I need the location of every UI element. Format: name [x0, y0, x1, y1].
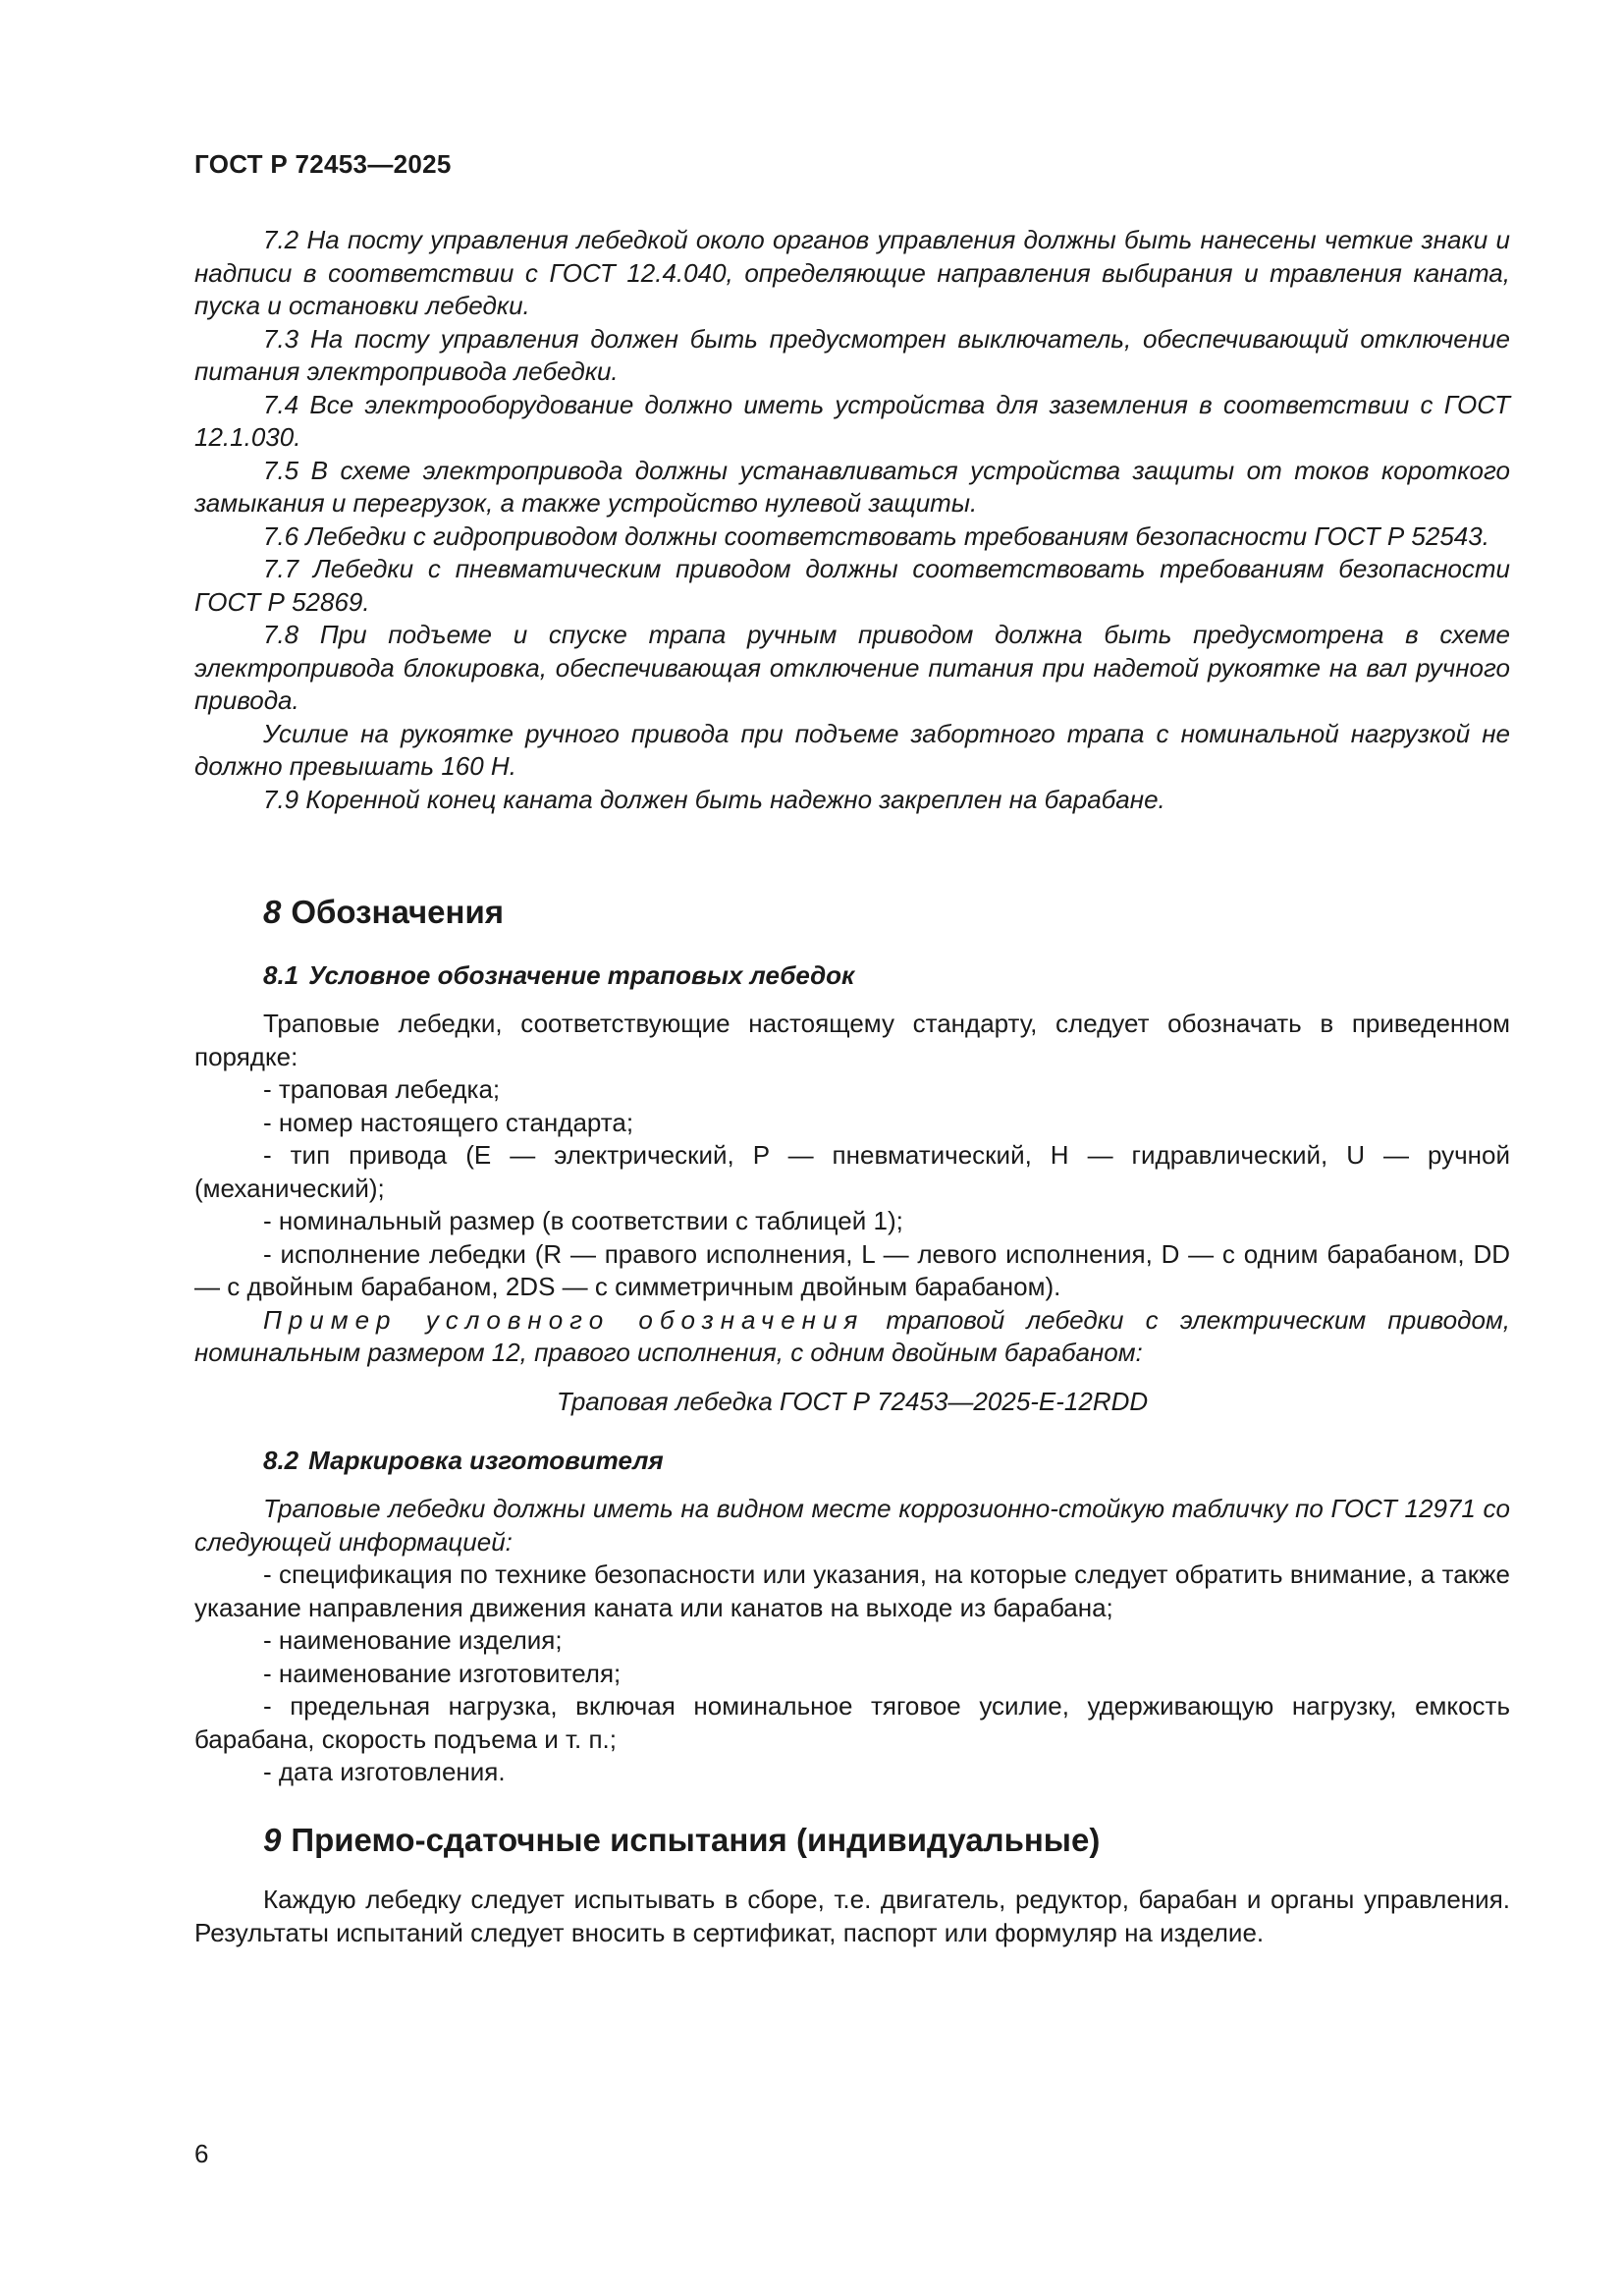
- clause-7-5: 7.5 В схеме электропривода должны устанавливаться устройства защиты от токов короткого замыкания и перегрузок, а также устройство нулевой защиты.: [194, 455, 1510, 518]
- list-item: - предельная нагрузка, включая номинальное тяговое усилие, удерживающую нагрузку, емкость барабана, скорость подъема и т. п.;: [194, 1691, 1510, 1754]
- clause-7-3: 7.3 На посту управления должен быть предусмотрен выключатель, обеспечивающий отключение питания электропривода лебедки.: [194, 323, 1510, 386]
- example-text: траповой лебедки с электрическим приводом, номинальным размером 12, правого исполнения, с одним двойным барабаном:: [194, 1304, 1510, 1367]
- list-item: - траповая лебедка;: [263, 1074, 501, 1104]
- clause-7-8-note: Усилие на рукоятке ручного привода при подъеме забортного трапа с номинальной нагрузкой не должно превышать 160 Н.: [194, 718, 1510, 781]
- section-8-title: Обозначения: [291, 894, 504, 930]
- list-item: - наименование изделия;: [263, 1625, 563, 1655]
- subsection-8-2-heading: [263, 1446, 664, 1476]
- list-item: - исполнение лебедки (R — правого исполнения, L — левого исполнения, D — с одним барабаном, DD — с двойным барабаном, 2DS — с симметричным двойным барабаном).: [194, 1238, 1510, 1301]
- section-9-text: Каждую лебедку следует испытывать в сборе, т.е. двигатель, редуктор, барабан и органы управления. Результаты испытаний следует вносить в сертификат, паспорт или формуляр на изделие.: [194, 1885, 1510, 1947]
- subsection-8-1-title: Условное обозначение траповых лебедок: [308, 960, 855, 990]
- section-9-title: Приемо-сдаточные испытания (индивидуальные): [291, 1822, 1101, 1858]
- list-item: - наименование изготовителя;: [263, 1658, 622, 1688]
- list-item: - дата изготовления.: [263, 1757, 506, 1786]
- subsection-8-2-title: Маркировка изготовителя: [308, 1446, 664, 1475]
- subsection-8-2-number: 8.2: [263, 1446, 299, 1475]
- section-7-text: [194, 224, 1510, 816]
- subsection-8-1-number: 8.1: [263, 960, 299, 990]
- section-8-number: 8: [263, 894, 282, 930]
- subsection-8-2-intro: Траповые лебедки должны иметь на видном месте коррозионно-стойкую табличку по ГОСТ 12971 со следующей информацией:: [194, 1494, 1510, 1557]
- list-item: - номинальный размер (в соответствии с таблицей 1);: [263, 1206, 903, 1235]
- subsection-8-1-body: [194, 1008, 1510, 1418]
- clause-7-6: 7.6 Лебедки с гидроприводом должны соответствовать требованиям безопасности ГОСТ Р 52543.: [263, 520, 1489, 551]
- section-9-heading: [263, 1822, 1100, 1859]
- clause-7-2: 7.2 На посту управления лебедкой около органов управления должны быть нанесены четкие знаки и надписи в соответствии с ГОСТ 12.4.040, определяющие направления выбирания и травления каната, пуска и остановки лебедки.: [194, 225, 1510, 320]
- section-8-heading: [263, 894, 504, 931]
- clause-7-4: 7.4 Все электрооборудование должно иметь устройства для заземления в соответствии с ГОСТ 12.1.030.: [194, 389, 1510, 452]
- page-number: 6: [194, 2139, 209, 2168]
- clause-7-8: 7.8 При подъеме и спуске трапа ручным приводом должна быть предусмотрена в схеме электропривода блокировка, обеспечивающая отключение питания при надетой рукоятке на вал ручного привода.: [194, 620, 1510, 715]
- clause-7-7: 7.7 Лебедки с пневматическим приводом должны соответствовать требованиям безопасности ГОСТ Р 52869.: [194, 554, 1510, 617]
- example-label: Пример условного обозначения: [263, 1304, 865, 1335]
- subsection-8-1-heading: [263, 960, 854, 991]
- list-item: - спецификация по технике безопасности или указания, на которые следует обратить внимание, а также указание направления движения каната или канатов на выходе из барабана;: [194, 1559, 1510, 1622]
- subsection-8-1-intro: Траповые лебедки, соответствующие настоящему стандарту, следует обозначать в приведенном порядке:: [194, 1009, 1510, 1071]
- example-paragraph: [194, 1304, 1510, 1370]
- subsection-8-2-body: [194, 1493, 1510, 1789]
- clause-7-9: 7.9 Коренной конец каната должен быть надежно закреплен на барабане.: [263, 784, 1165, 814]
- section-9-number: 9: [263, 1822, 282, 1858]
- section-9-body: [194, 1884, 1510, 1949]
- example-designation: Траповая лебедка ГОСТ Р 72453—2025-E-12RDD: [556, 1386, 1149, 1416]
- list-item: - тип привода (E — электрический, P — пневматический, H — гидравлический, U — ручной (механический);: [194, 1140, 1510, 1203]
- list-item: - номер настоящего стандарта;: [263, 1107, 634, 1137]
- document-header: ГОСТ Р 72453—2025: [194, 149, 452, 179]
